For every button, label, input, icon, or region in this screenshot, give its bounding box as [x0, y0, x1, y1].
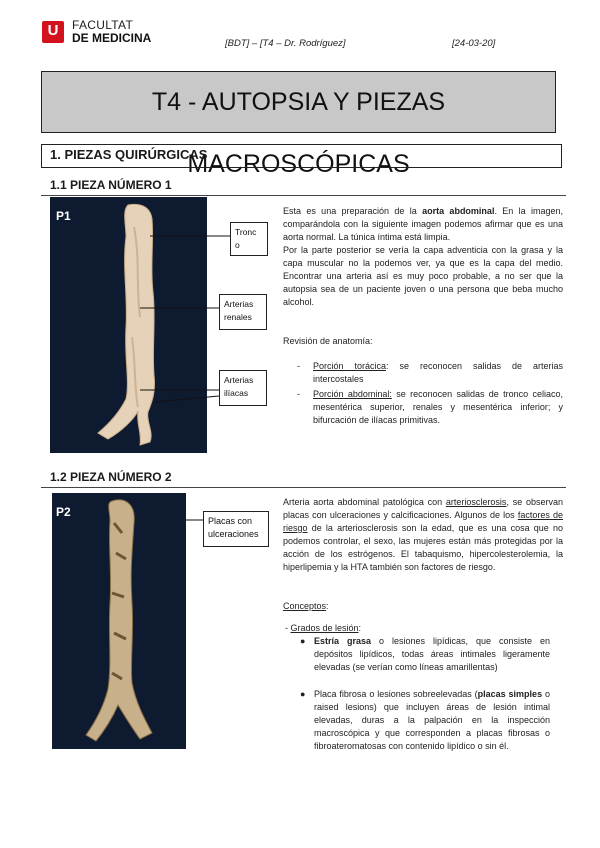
- review-label: Revisión de anatomía:: [283, 336, 373, 346]
- text-run: de la arteriosclerosis son la edad, que es una cosa que no podemos controlar, el sexo, las mujeres están más protegidas por la acción de los estrógenos. El tabaquismo, hipercolesterolemia, la hiperlipemia y la HTA también son factores de riesgo.: [283, 523, 563, 572]
- page-title: T4 - AUTOPSIA Y PIEZAS MACROSCÓPICAS: [151, 88, 446, 178]
- dash-icon: -: [297, 361, 300, 371]
- dash-icon: -: [297, 389, 300, 399]
- bullet-title: Estría grasa: [314, 636, 372, 646]
- header-course: [BDT] – [T4 – Dr. Rodríguez]: [225, 38, 346, 49]
- bold-term: aorta abdominal: [422, 206, 495, 216]
- bullet-item: [314, 688, 550, 753]
- header-date: [24-03-20]: [452, 38, 496, 49]
- logo-text-line2: DE MEDICINA: [72, 31, 152, 45]
- item-title: Porción torácica: [313, 361, 387, 371]
- text-run: Arteria aorta abdominal patológica con: [283, 497, 446, 507]
- text-run: , se observan placas con ulceraciones y calcificaciones. Algunos de los: [283, 497, 563, 520]
- piece2-heading: 1.2 PIEZA NÚMERO 2: [50, 470, 172, 484]
- piece1-paragraph-1: [283, 205, 563, 244]
- piece1-paragraph-2: Por la parte posterior se vería la capa adventicia con la grasa y la capa muscular no la podemos ver, ya que es la capa del medio. Encontrar una arteria así es muy poco probable, a no ser que la autopsia sea de un paciente joven o una persona que beba mucho alcohol.: [283, 245, 563, 307]
- bullet-icon: ●: [300, 636, 306, 646]
- bullet-text: o lesiones lipídicas, que consiste en depósitos lipídicos, todas áreas intimales ligeramente elevadas (se verían como líneas amarillentas): [314, 636, 550, 672]
- photo-label-p2: P2: [56, 505, 71, 519]
- underlined-term: arteriosclerosis: [445, 497, 507, 507]
- piece2-paragraph-1: [283, 496, 563, 574]
- text-run: . En la imagen, comparándola con la siguiente imagen podemos afirmar que es una aorta normal. La túnica íntima está limpia.: [283, 206, 563, 242]
- text-run: Esta es una preparación de la: [283, 206, 423, 216]
- logo-u-icon: U: [47, 22, 59, 39]
- bullet-item: [314, 635, 550, 674]
- concepts-text: Conceptos: [283, 601, 327, 611]
- bullet-text: Placa fibrosa o lesiones sobreelevadas (: [314, 689, 478, 699]
- bullet-title: placas simples: [477, 689, 543, 699]
- list-item: [313, 360, 563, 386]
- logo-text-line1: FACULTAT: [72, 18, 134, 32]
- item-text: se reconocen salidas de tronco celiaco, mesentérica superior, renales y mesentérica inferior; y bifurcación de ilíacas primitivas.: [313, 389, 564, 425]
- grades-text: Grados de lesión: [290, 623, 359, 633]
- item-title: Porción abdominal:: [313, 389, 392, 399]
- bullet-text: o raised lesions) que incluyen áreas de lesión intimal elevadas, duras a la palpación en la inspección macroscópica y que corresponden a placas fibrosas o fibroateromatosas con contenido lipídico o sin él.: [314, 689, 550, 751]
- piece2-photo: [52, 493, 186, 749]
- callout-tronco: Tronc o: [230, 222, 268, 256]
- piece1-heading: 1.1 PIEZA NÚMERO 1: [50, 178, 172, 192]
- grades-label: - Grados de lesión:: [285, 623, 362, 633]
- callout-renales: Arterias renales: [219, 294, 267, 330]
- piece2-rule: [41, 487, 566, 488]
- item-text: : se reconocen salidas de arterias intercostales: [313, 361, 563, 384]
- photo-label-p1: P1: [56, 209, 71, 223]
- section-title: 1. PIEZAS QUIRÚRGICAS: [50, 147, 208, 162]
- list-item: [313, 388, 563, 427]
- callout-iliacas: Arterias ilíacas: [219, 370, 267, 406]
- underlined-term: factores de riesgo: [283, 510, 563, 533]
- callout-placas: Placas con ulceraciones: [203, 511, 269, 547]
- bullet-icon: ●: [300, 689, 306, 699]
- concepts-label: Conceptos:: [283, 601, 329, 611]
